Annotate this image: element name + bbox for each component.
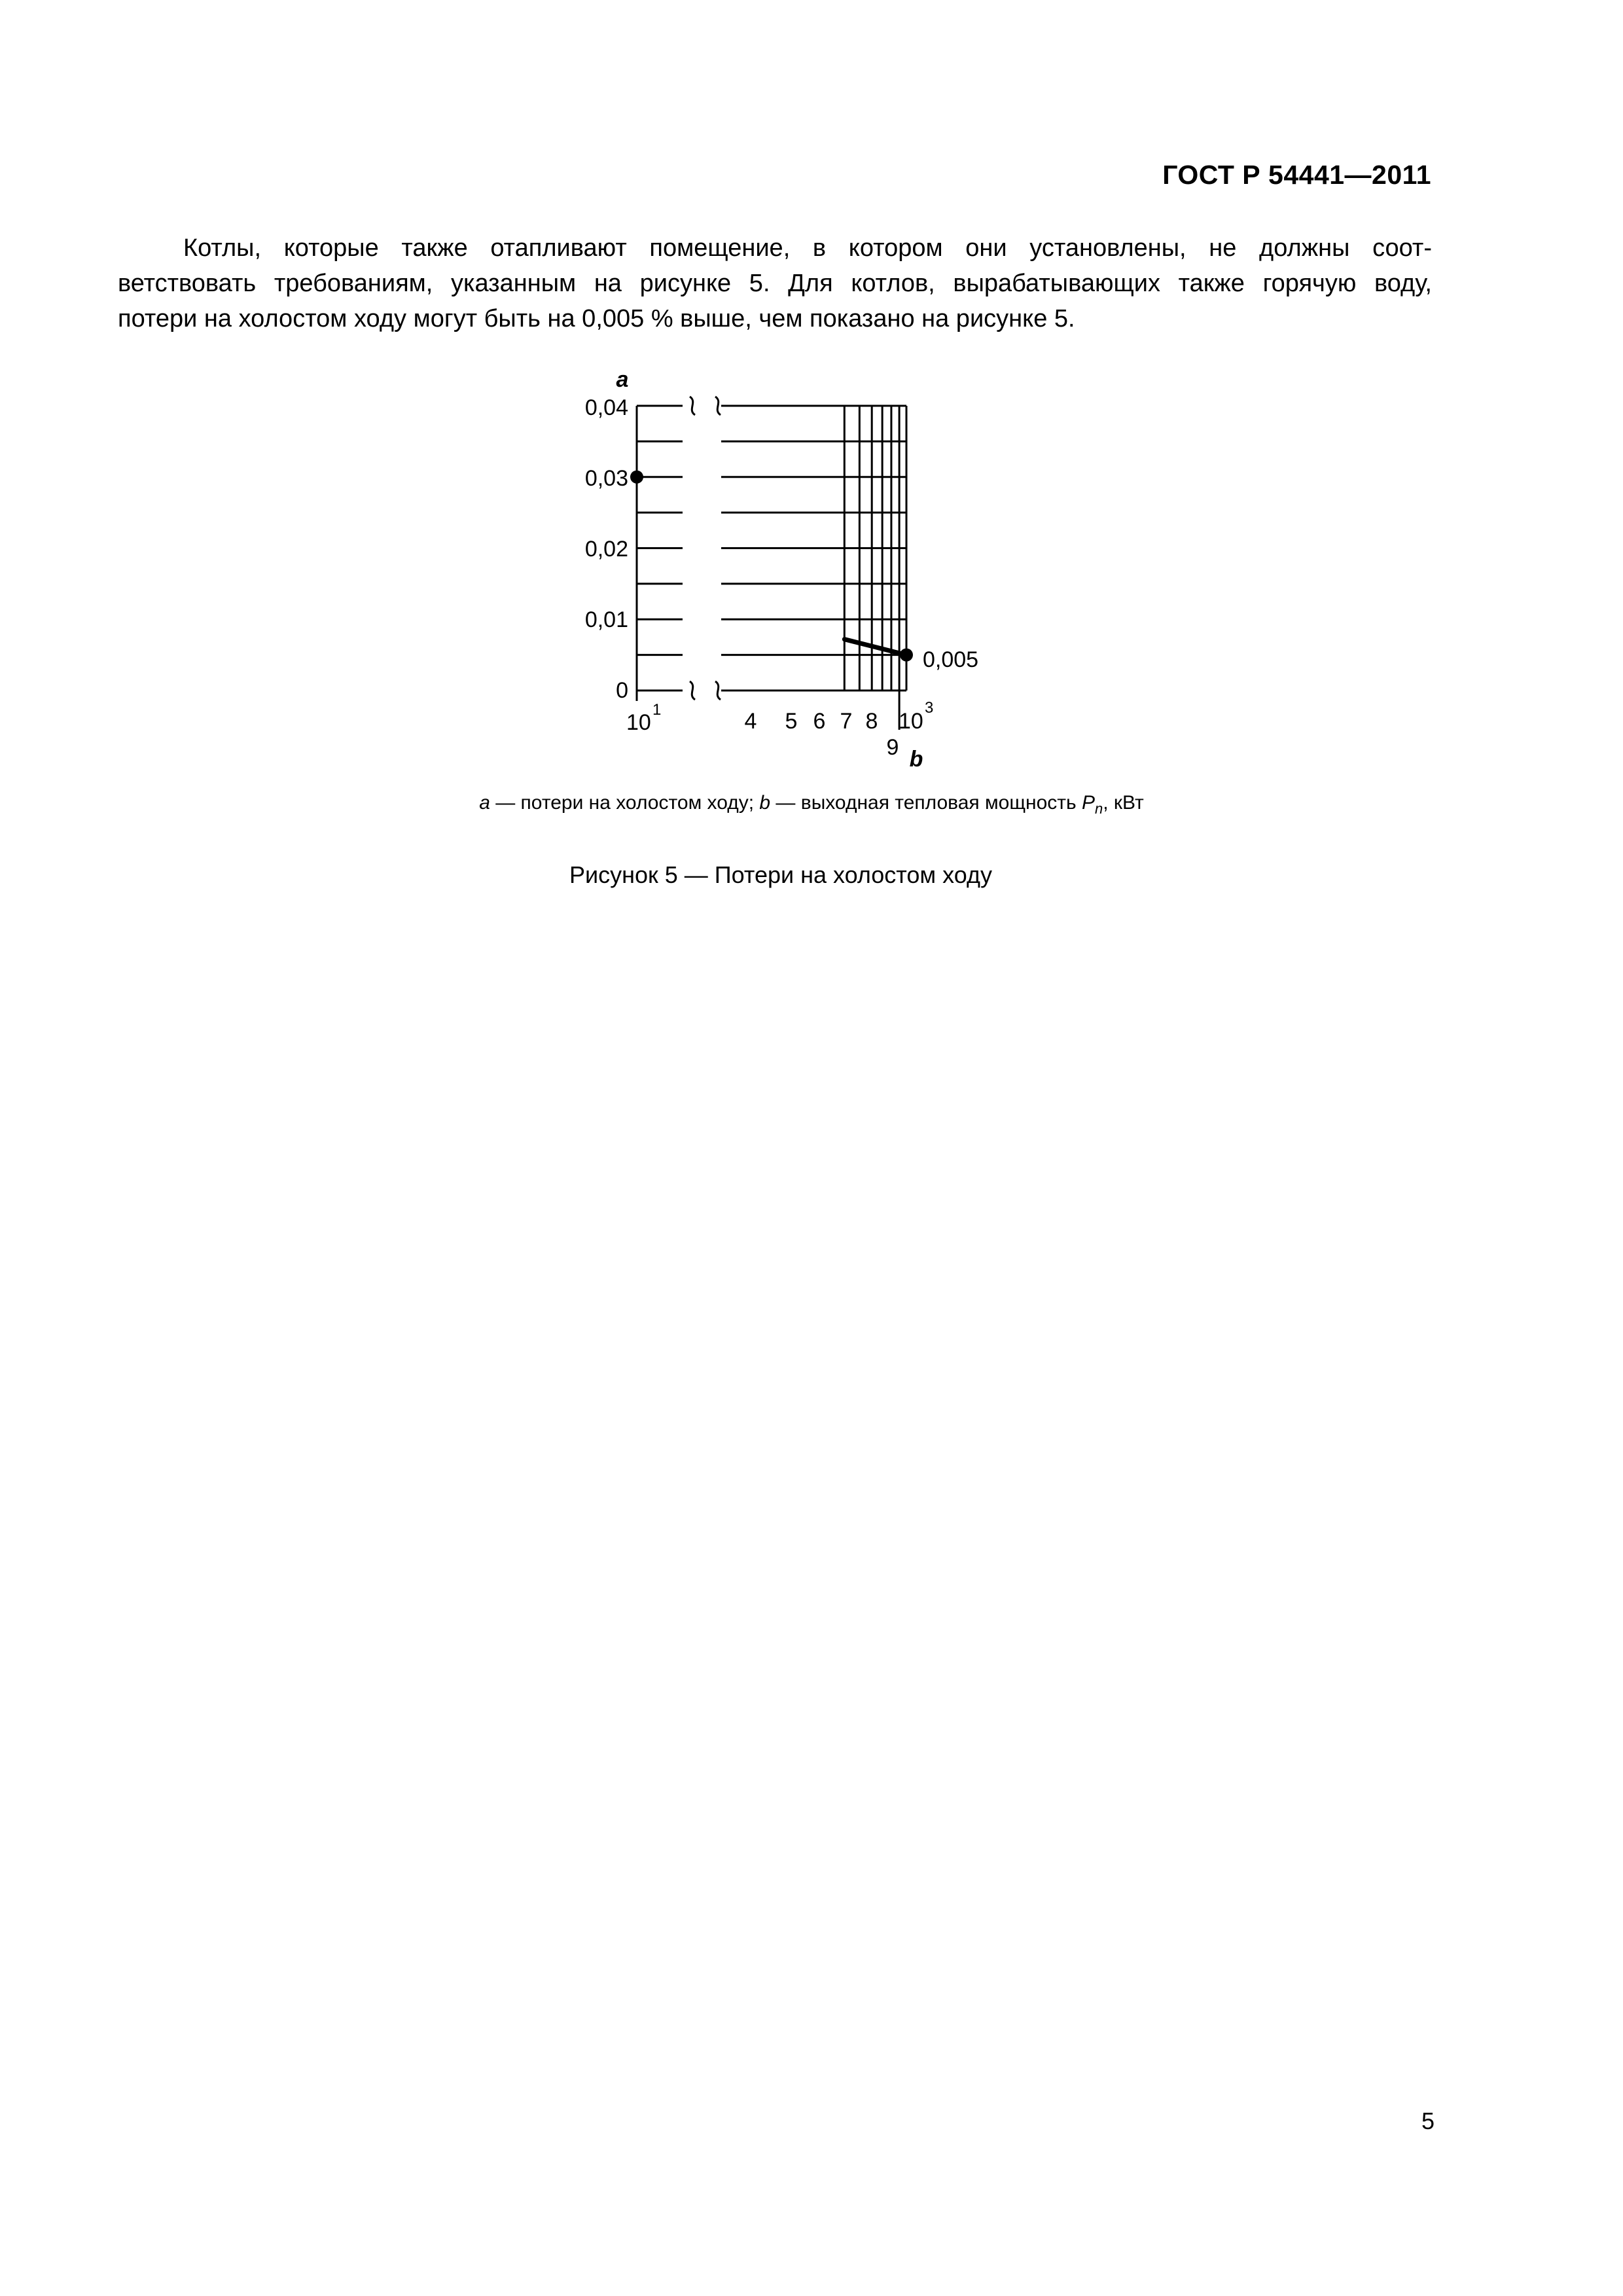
x-axis-letter: b xyxy=(909,747,923,772)
marker-point-0-005 xyxy=(900,649,913,662)
y-tick-0-02: 0,02 xyxy=(584,537,628,562)
chart-grid xyxy=(637,406,906,730)
legend-p-symbol: P xyxy=(1081,792,1095,814)
marker-point-0-03 xyxy=(630,471,643,484)
x-tick-1000-base: 10 xyxy=(899,709,923,734)
series-line xyxy=(844,639,906,655)
y-tick-0-03: 0,03 xyxy=(584,466,628,491)
legend-p-subscript: n xyxy=(1094,800,1103,817)
page-number: 5 xyxy=(1421,2108,1435,2134)
y-axis-letter: a xyxy=(616,367,629,392)
paragraph-line-3: потери на холостом ходу могут быть на 0,005 % выше, чем показано на рисунке 5. xyxy=(118,305,1075,332)
x-tick-10-exponent: 1 xyxy=(652,701,662,719)
legend-b-text: — выходная тепловая мощность xyxy=(770,792,1082,814)
paragraph-line-2: ветствовать требованиям, указанным на рисунке 5. Для котлов, вырабатывающих также горячую воду, xyxy=(118,270,1432,297)
x-tick-5: 5 xyxy=(785,709,798,734)
x-tick-7: 7 xyxy=(840,709,853,734)
x-tick-10-base: 10 xyxy=(626,710,651,735)
x-tick-6: 6 xyxy=(813,709,826,734)
x-tick-8: 8 xyxy=(865,709,878,734)
axis-break-1 xyxy=(715,397,721,415)
x-tick-4: 4 xyxy=(744,709,757,734)
figure-5-chart xyxy=(0,0,1623,785)
legend-a-letter: a xyxy=(479,792,490,814)
y-tick-0: 0 xyxy=(616,678,628,703)
figure-legend xyxy=(0,792,1623,817)
document-id-header: ГОСТ Р 54441—2011 xyxy=(1162,160,1431,190)
legend-a-text: — потери на холостом ходу; xyxy=(490,792,760,814)
figure-caption: Рисунок 5 — Потери на холостом ходу xyxy=(569,861,992,888)
axis-break-3 xyxy=(715,681,721,700)
x-tick-9: 9 xyxy=(886,735,899,760)
legend-b-letter: b xyxy=(759,792,771,814)
y-tick-0-01: 0,01 xyxy=(584,607,628,632)
axis-break-0 xyxy=(690,397,695,415)
axis-break-marks xyxy=(690,397,721,700)
x-tick-1000-exponent: 3 xyxy=(925,699,934,717)
point-label-0-005: 0,005 xyxy=(923,647,979,672)
axis-break-2 xyxy=(690,681,695,700)
paragraph-line-1: Котлы, которые также отапливают помещение, в котором они установлены, не должны соот- xyxy=(183,234,1432,262)
legend-unit: , кВт xyxy=(1103,792,1144,814)
y-tick-0-04: 0,04 xyxy=(584,395,628,420)
